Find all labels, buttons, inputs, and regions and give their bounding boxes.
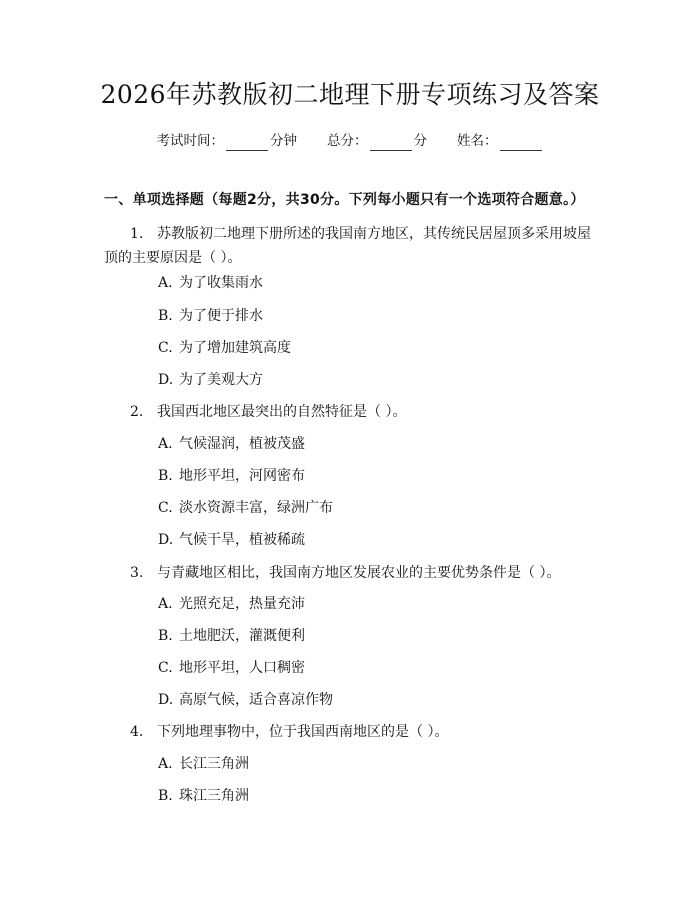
option-letter: A.	[158, 275, 173, 291]
total-score-unit: 分	[413, 133, 427, 149]
question-1-stem	[104, 222, 604, 270]
option-text: 土地肥沃，灌溉便利	[179, 628, 305, 644]
option-text: 淡水资源丰富，绿洲广布	[179, 500, 333, 516]
question-3-stem	[104, 561, 604, 585]
question-4-option-a	[158, 753, 249, 775]
question-2-option-a	[158, 433, 305, 455]
option-text: 光照充足，热量充沛	[179, 596, 305, 612]
question-3-option-a	[158, 593, 305, 615]
question-number: 1.	[130, 226, 144, 242]
exam-meta-line	[0, 131, 700, 151]
question-3-option-b	[158, 625, 305, 647]
option-letter: C.	[158, 340, 173, 356]
total-score-label: 总分：	[327, 133, 368, 149]
question-number: 4.	[130, 724, 144, 740]
option-letter: D.	[158, 372, 174, 388]
question-text: 下列地理事物中，位于我国西南地区的是（ ）。	[157, 724, 449, 740]
question-number: 3.	[130, 565, 144, 581]
exam-time-blank	[226, 136, 268, 151]
option-text: 珠江三角洲	[179, 788, 249, 804]
option-letter: A.	[158, 756, 173, 772]
question-number: 2.	[130, 404, 144, 420]
name-blank	[500, 136, 542, 151]
question-4-stem	[104, 720, 604, 744]
question-2-option-b	[158, 465, 305, 487]
option-text: 地形平坦，河网密布	[179, 468, 305, 484]
question-text: 我国西北地区最突出的自然特征是（ ）。	[157, 404, 407, 420]
option-letter: B.	[158, 788, 173, 804]
option-text: 地形平坦，人口稠密	[179, 660, 305, 676]
question-3-option-c	[158, 657, 305, 679]
option-letter: C.	[158, 660, 173, 676]
total-score-field	[327, 131, 427, 151]
option-text: 为了收集雨水	[179, 275, 263, 291]
option-text: 为了增加建筑高度	[179, 340, 291, 356]
document-title: 2026年苏教版初二地理下册专项练习及答案	[100, 80, 600, 109]
option-letter: B.	[158, 468, 173, 484]
option-letter: A.	[158, 596, 173, 612]
question-1-option-b	[158, 305, 263, 327]
question-2-option-d	[158, 529, 305, 551]
option-letter: B.	[158, 628, 173, 644]
exam-time-label: 考试时间：	[156, 133, 224, 149]
question-1-option-a	[158, 272, 263, 294]
section-heading: 一、单项选择题（每题2分，共30分。下列每小题只有一个选项符合题意。）	[104, 192, 585, 208]
option-letter: D.	[158, 692, 174, 708]
total-score-blank	[370, 136, 412, 151]
option-text: 长江三角洲	[179, 756, 249, 772]
option-letter: D.	[158, 532, 174, 548]
option-letter: B.	[158, 308, 173, 324]
question-1-option-c	[158, 337, 291, 359]
question-text: 与青藏地区相比，我国南方地区发展农业的主要优势条件是（ ）。	[157, 565, 561, 581]
question-3-option-d	[158, 689, 333, 711]
question-text: 苏教版初二地理下册所述的我国南方地区，其传统民居屋顶多采用坡屋顶的主要原因是（ ）。	[104, 226, 591, 266]
option-letter: A.	[158, 436, 173, 452]
option-letter: C.	[158, 500, 173, 516]
name-label: 姓名：	[457, 133, 498, 149]
question-2-stem	[104, 400, 604, 424]
option-text: 为了美观大方	[179, 372, 263, 388]
option-text: 气候干旱，植被稀疏	[179, 532, 305, 548]
question-1-option-d	[158, 369, 263, 391]
question-2-option-c	[158, 497, 333, 519]
option-text: 气候湿润，植被茂盛	[179, 436, 305, 452]
exam-time-unit: 分钟	[270, 133, 297, 149]
option-text: 为了便于排水	[179, 308, 263, 324]
option-text: 高原气候，适合喜凉作物	[179, 692, 333, 708]
question-4-option-b	[158, 785, 249, 807]
exam-time-field	[157, 131, 298, 151]
name-field	[457, 131, 544, 151]
